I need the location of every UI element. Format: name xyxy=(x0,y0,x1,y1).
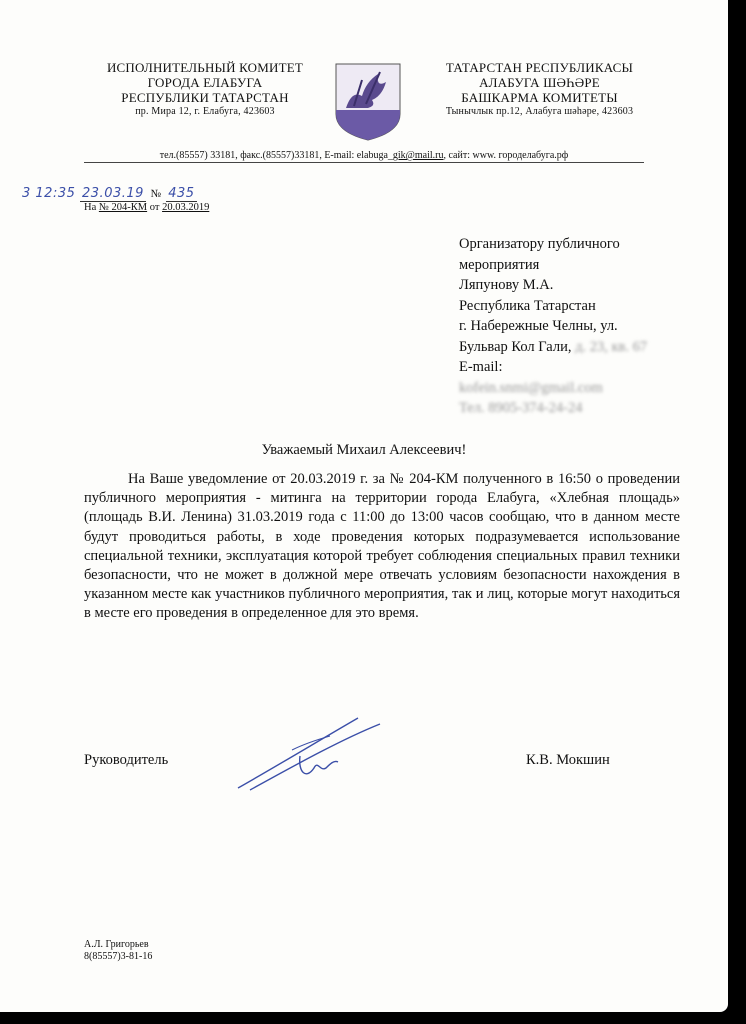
header-right-line2: АЛАБУГА ШӘҺӘРЕ xyxy=(479,75,600,90)
addressee-line4: Республика Татарстан xyxy=(459,297,596,314)
signature-name: К.В. Мокшин xyxy=(526,752,610,768)
addressee-street: Бульвар Кол Гали, xyxy=(459,338,572,355)
addressee-line2: мероприятия xyxy=(459,256,540,273)
contacts-prefix: тел.(85557) 33181, факс.(85557)33181, E-mail: elabuga_ xyxy=(159,150,393,161)
reference-prefix: На xyxy=(84,202,99,213)
reg-number: 435 xyxy=(168,186,195,201)
addressee-block xyxy=(459,234,689,419)
reg-date: 23.03.19 xyxy=(82,186,144,201)
addressee-line7: E-mail: xyxy=(459,359,503,375)
header-left-address: пр. Мира 12, г. Елабуга, 423603 xyxy=(135,106,275,117)
addressee-house-redacted: д. 23, кв. 67 xyxy=(575,338,648,355)
header-divider xyxy=(84,162,644,163)
executor-block xyxy=(84,939,152,963)
contacts-suffix: , сайт: www. городелабуга.рф xyxy=(443,150,569,161)
header-left xyxy=(60,60,350,119)
addressee-line1: Организатору публичного xyxy=(459,236,620,252)
contacts-line xyxy=(84,150,644,161)
header-right-line1: ТАТАРСТАН РЕСПУБЛИКАСЫ xyxy=(445,60,634,75)
addressee-phone-redacted: Тел. 8905-374-24-24 xyxy=(459,400,583,416)
letter-body: На Ваше уведомление от 20.03.2019 г. за № 204-КМ полученного в 16:50 о проведении публичного мероприятия - митинга на территории города Елабуга, «Хлебная площадь» (площадь В.И. Ленина) 31.03.2019 года с 11:00 до 13:00 часов сообщаю, что в данном месте будут проводиться работы, в ходе проведения которых подразумевается использование специальной техники, эксплуатация которой требует соблюдения специальных правил техники безопасности, что не может в должной мере отвечать условиям безопасности нахождения в указанном месте как участников публичного мероприятия, так и лиц, которые могут находиться в месте его проведения в определенное для это время. xyxy=(84,471,680,622)
header-right-address: Тынычлык пр.12, Алабуга шәһәре, 423603 xyxy=(445,106,634,117)
reg-time: 3 12:35 xyxy=(22,186,76,201)
addressee-email-redacted: kofein.snmi@gmail.com xyxy=(459,379,603,396)
greeting: Уважаемый Михаил Алексеевич! xyxy=(261,442,467,458)
addressee-line5: г. Набережные Челны, ул. xyxy=(459,318,618,334)
header-left-line1: ИСПОЛНИТЕЛЬНЫЙ КОМИТЕТ xyxy=(106,60,304,75)
header-left-line3: РЕСПУБЛИКИ ТАТАРСТАН xyxy=(121,90,289,105)
header-right xyxy=(412,60,667,119)
reference-middle: от xyxy=(147,202,163,213)
executor-phone: 8(85557)3-81-16 xyxy=(84,951,153,962)
header-right-line3: БАШКАРМА КОМИТЕТЫ xyxy=(461,90,618,105)
addressee-line3: Ляпунову М.А. xyxy=(459,277,554,293)
coat-of-arms-icon xyxy=(332,60,404,142)
handwritten-signature xyxy=(230,710,390,800)
reg-number-sign: № xyxy=(150,188,162,200)
contacts-email: gik@mail.ru xyxy=(392,150,444,161)
reference-date: 20.03.2019 xyxy=(162,202,210,213)
registration-handwritten xyxy=(22,186,197,201)
header-left-line2: ГОРОДА ЕЛАБУГА xyxy=(147,75,263,90)
reference-line xyxy=(84,202,209,213)
executor-name: А.Л. Григорьев xyxy=(84,939,149,950)
addressee-line6 xyxy=(459,337,689,358)
signature-title: Руководитель xyxy=(84,752,169,768)
reference-number: № 204-КМ xyxy=(98,202,148,213)
